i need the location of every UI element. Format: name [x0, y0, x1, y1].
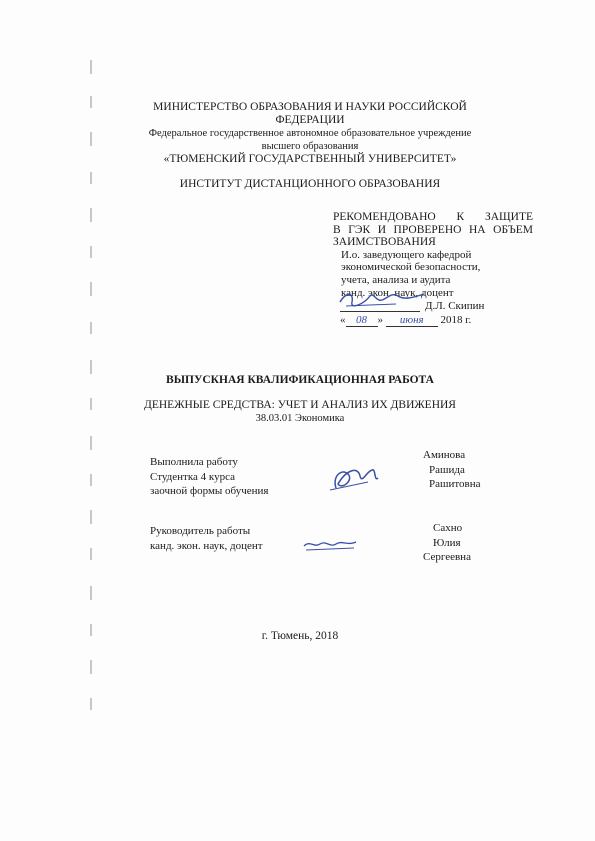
agency-line-2: высшего образования: [261, 141, 359, 152]
approval-line-1: РЕКОМЕНДОВАНО К ЗАЩИТЕ: [333, 211, 533, 223]
supervisor-label-1: Руководитель работы: [150, 525, 251, 537]
approver-degree: канд. экон. наук, доцент: [341, 286, 454, 299]
scan-margin-marks: [90, 60, 96, 720]
city-year: г. Тюмень, 2018: [261, 630, 339, 642]
supervisor-first-name: Юлия: [433, 536, 461, 549]
ministry-header: [140, 101, 480, 166]
date-year: 2018 г.: [440, 314, 472, 326]
student-first-name: Рашида: [429, 463, 465, 476]
approver-position-3: учета, анализа и аудита: [341, 273, 451, 286]
agency-line-1: Федеральное государственное автономное образовательное учреждение: [148, 128, 472, 139]
supervisor-labels: [150, 524, 263, 553]
date-open-quote: «: [340, 314, 346, 326]
approval-line-2: В ГЭК И ПРОВЕРЕНО НА ОБЪЕМ: [333, 223, 533, 236]
institute-name: ИНСТИТУТ ДИСТАНЦИОННОГО ОБРАЗОВАНИЯ: [179, 178, 441, 190]
approver-signature: [336, 288, 428, 312]
student-label-1: Выполнила работу: [150, 456, 238, 468]
approver-position-1: И.о. заведующего кафедрой: [341, 248, 472, 261]
student-label-2: Студентка 4 курса: [150, 470, 235, 483]
student-patronymic: Рашитовна: [429, 478, 481, 490]
topic-title: ДЕНЕЖНЫЕ СРЕДСТВА: УЧЕТ И АНАЛИЗ ИХ ДВИЖЕНИЯ: [144, 399, 456, 411]
supervisor-name: [423, 521, 471, 565]
supervisor-label-2: канд. экон. наук, доцент: [150, 539, 263, 552]
student-name: [423, 448, 480, 492]
approval-date: [340, 314, 500, 327]
university-name: «ТЮМЕНСКИЙ ГОСУДАРСТВЕННЫЙ УНИВЕРСИТЕТ»: [163, 153, 457, 165]
approval-block: [333, 211, 533, 299]
approval-line-3: ЗАИМСТВОВАНИЯ: [333, 236, 436, 249]
specialty-code: 38.03.01 Экономика: [255, 413, 345, 424]
document-type: ВЫПУСКНАЯ КВАЛИФИКАЦИОННАЯ РАБОТА: [166, 374, 434, 386]
student-labels: [150, 455, 269, 499]
ministry-line-2: ФЕДЕРАЦИИ: [275, 114, 345, 126]
date-close-quote: »: [377, 314, 383, 326]
supervisor-surname: Сахно: [433, 522, 463, 534]
supervisor-patronymic: Сергеевна: [423, 551, 471, 563]
student-label-3: заочной формы обучения: [150, 485, 269, 497]
student-signature: [328, 462, 384, 496]
thesis-topic: [100, 399, 500, 425]
date-month: июня: [386, 314, 438, 327]
approver-name: Д.Л. Скипин: [425, 300, 485, 312]
supervisor-signature: [300, 536, 360, 554]
ministry-line-1: МИНИСТЕРСТВО ОБРАЗОВАНИЯ И НАУКИ РОССИЙСКОЙ: [153, 101, 467, 113]
student-surname: Аминова: [423, 449, 466, 461]
date-day: 08: [346, 314, 378, 327]
approver-position-2: экономической безопасности,: [341, 261, 481, 274]
